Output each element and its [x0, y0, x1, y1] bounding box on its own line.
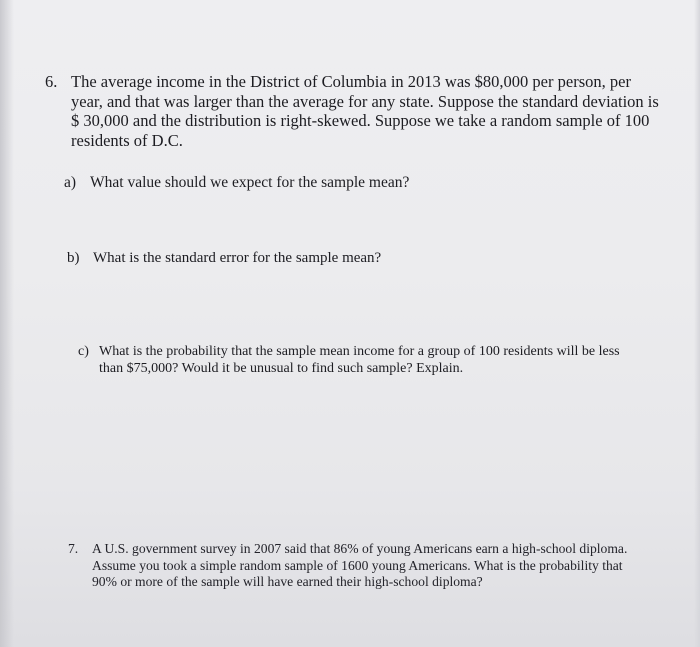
question-6-text: The average income in the District of Columbia in 2013 was $80,000 per person, per year, and that was larger than the average for any state. Suppose the standard deviation is $ 30,000 and the distribution is right-skewed. Suppose we take a random sample of 100 residents of D.C.	[71, 72, 659, 150]
question-6a-text: What value should we expect for the sample mean?	[90, 174, 410, 191]
question-6c-label: c)	[78, 344, 89, 359]
question-7-text: A U.S. government survey in 2007 said that 86% of young Americans earn a high-school diploma. Assume you took a simple random sample of 1600 young Americans. What is the probability that 90% or more of the sample will have earned their high-school diploma?	[92, 541, 628, 589]
page-shadow-right	[694, 0, 700, 647]
question-6-number: 6.	[45, 72, 58, 91]
question-6a-label: a)	[64, 174, 77, 191]
question-6b-label: b)	[67, 250, 80, 266]
question-6b-text: What is the standard error for the sample mean?	[93, 250, 382, 266]
question-6c-text: What is the probability that the sample mean income for a group of 100 residents will be less than $75,000? Would it be unusual to find such sample? Explain.	[99, 344, 620, 376]
page-shadow-left	[0, 0, 14, 647]
question-7-number: 7.	[68, 541, 79, 556]
